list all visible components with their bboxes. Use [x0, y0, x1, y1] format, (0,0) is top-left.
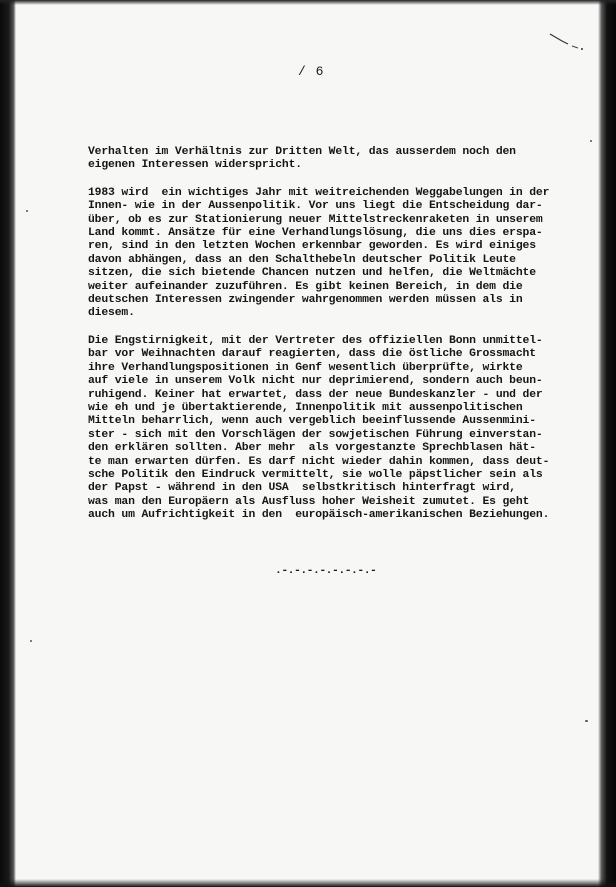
scan-speck — [585, 720, 588, 722]
text-line: Mitteln beharrlich, wenn auch vergeblich beeinflussende Aussenmini- — [88, 415, 536, 428]
scan-artifact-mark — [548, 32, 588, 52]
text-line: ren, sind in den letzten Wochen erkennbar geworden. Es wird einiges — [88, 240, 536, 253]
text-line: bar vor Weihnachten darauf reagierten, dass die östliche Grossmacht — [88, 348, 536, 361]
text-line: wie eh und je übertaktierende, Innenpolitik mit aussenpolitischen — [88, 401, 523, 414]
text-line: über, ob es zur Stationierung neuer Mittelstreckenraketen in unserem — [88, 213, 543, 226]
text-line: te man erwarten dürfen. Es darf nicht wieder dahin kommen, dass deut- — [88, 455, 550, 468]
text-line: davon abhängen, dass an den Schalthebeln deutscher Politik Leute — [88, 253, 516, 266]
text-line: 1983 wird ein wichtiges Jahr mit weitreichenden Weggabelungen in der — [88, 186, 550, 199]
scan-speck — [30, 640, 32, 642]
scan-edge-right — [598, 0, 616, 887]
letter-body — [88, 146, 588, 537]
page-number: / 6 — [298, 64, 325, 79]
text-line: weiter aufeinander zuzuführen. Es gibt keinen Bereich, in dem die — [88, 280, 523, 293]
text-line: ster - sich mit den Vorschlägen der sowjetischen Führung einverstan- — [88, 428, 543, 441]
text-line: den erklären sollten. Aber mehr als vorgestanzte Sprechblasen hät- — [88, 442, 536, 455]
paragraph-1 — [88, 146, 588, 173]
scan-speck — [26, 210, 28, 212]
text-line: ruhigend. Keiner hat erwartet, dass der neue Bundeskanzler - und der — [88, 388, 543, 401]
scan-edge-bottom — [0, 879, 616, 887]
text-line: deutschen Interessen zwingender wahrgenommen werden müssen als in — [88, 294, 523, 307]
scan-speck — [590, 140, 592, 142]
text-line: auf viele in unserem Volk nicht nur deprimierend, sondern auch beun- — [88, 375, 543, 388]
closing-separator: .-.-.-.-.-.-.-.- — [275, 565, 377, 577]
text-line: eigenen Interessen widerspricht. — [88, 159, 302, 172]
paragraph-3 — [88, 335, 588, 523]
text-line: Verhalten im Verhältnis zur Dritten Welt, das ausserdem noch den — [88, 146, 516, 158]
scan-edge-top — [0, 0, 616, 5]
text-line: sche Politik den Eindruck vermittelt, sie wolle päpstlicher sein als — [88, 468, 543, 481]
scan-edge-left — [0, 0, 16, 887]
text-line: Innen- wie in der Aussenpolitik. Vor uns liegt die Entscheidung dar- — [88, 200, 543, 213]
text-line: sitzen, die sich bietende Chancen nutzen und helfen, die Weltmächte — [88, 267, 536, 280]
text-line: diesem. — [88, 307, 135, 320]
text-line: der Papst - während in den USA selbstkritisch hinterfragt wird, — [88, 482, 516, 495]
text-line: Land kommt. Ansätze für eine Verhandlungslösung, die uns dies erspa- — [88, 227, 543, 240]
text-line: was man den Europäern als Ausfluss hoher Weisheit zumutet. Es geht — [88, 495, 530, 508]
paragraph-2 — [88, 187, 588, 321]
text-line: Die Engstirnigkeit, mit der Vertreter des offiziellen Bonn unmittel- — [88, 334, 543, 347]
text-line: auch um Aufrichtigkeit in den europäisch-amerikanischen Beziehungen. — [88, 509, 550, 522]
text-line: ihre Verhandlungspositionen in Genf wesentlich überprüfte, wirkte — [88, 361, 523, 374]
